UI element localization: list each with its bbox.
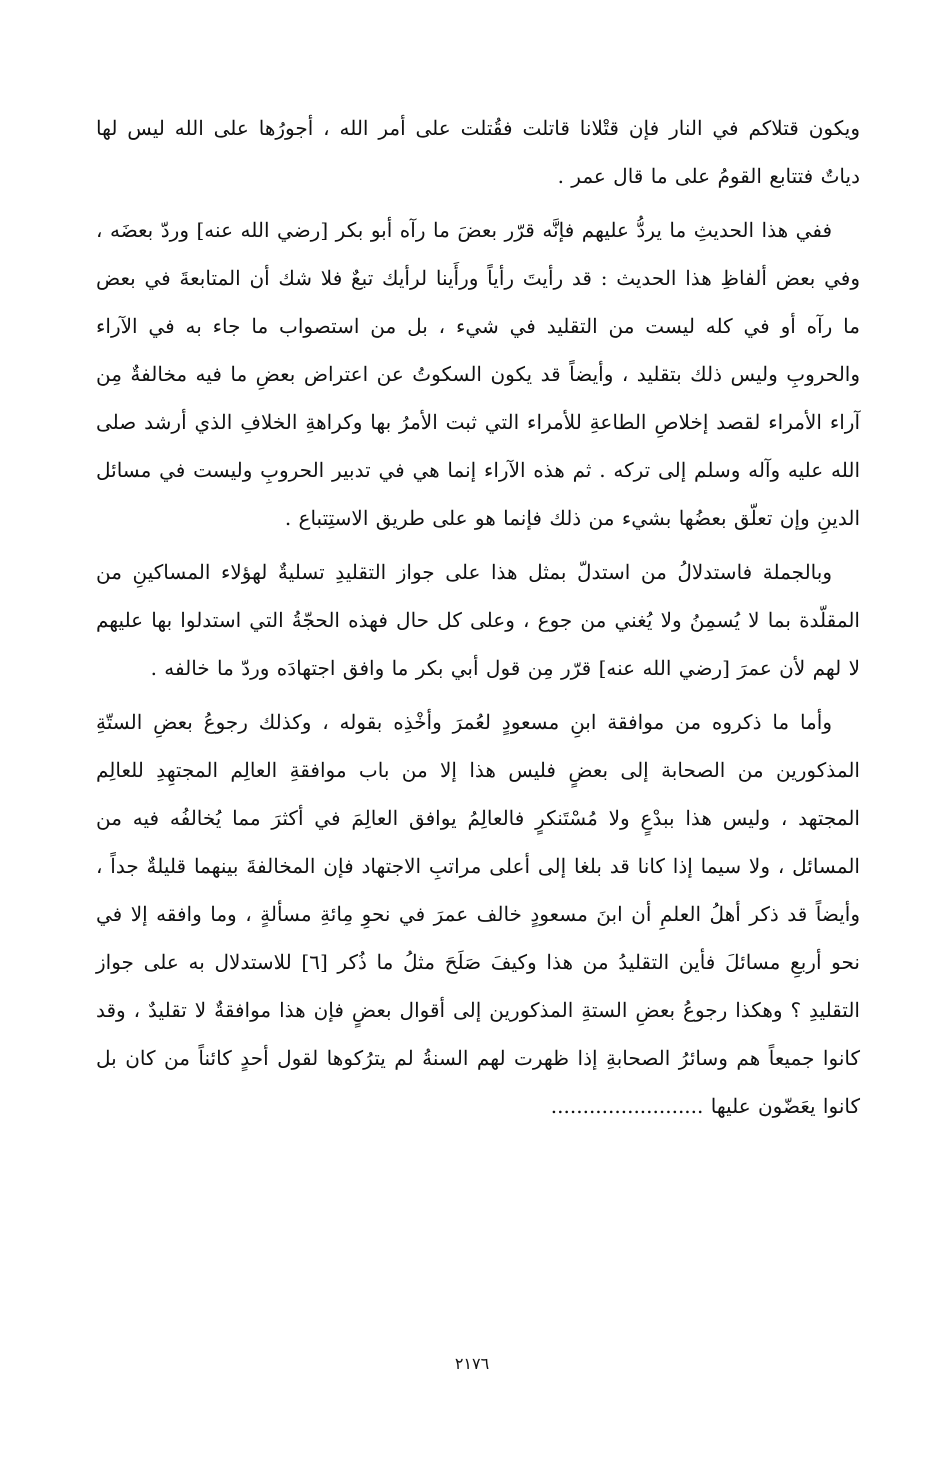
body-text: [96, 104, 860, 1130]
paragraph-1: ويكون قتلاكم في النار فإن قتْلانا قاتلت فقُتلت على أمر الله ، أجورُها على الله ليس لها دياتٌ فتتابع القومُ على ما قال عمر .: [96, 116, 860, 188]
paragraph-3: وبالجملة فاستدلالُ من استدلّ بمثل هذا على جواز التقليدِ تسليةٌ لهؤلاء المساكينِ من المقلّدة بما لا يُسمِنُ ولا يُغني من جوع ، وعلى كل حال فهذه الحجّةُ التي استدلوا بها عليهم لا لهم لأن عمرَ [رضي الله عنه] قرّر مِن قول أبي بكر ما وافق اجتهادَه وردّ ما خالفه .: [96, 560, 860, 680]
page-number: ٢١٧٦: [454, 1354, 490, 1373]
paragraph-2: ففي هذا الحديثِ ما يردُّ عليهم فإنَّه قرّر بعضَ ما رآه أبو بكر [رضي الله عنه] وردّ بعضَه ، وفي بعض ألفاظِ هذا الحديث : قد رأيتَ رأياً ورأَينا لرأيك تبعٌ فلا شك أن المتابعةَ في بعض ما رآه أو في كله ليست من التقليد في شيء ، بل من استصواب ما جاء به في الآراء والحروبِ وليس ذلك بتقليد ، وأيضاً قد يكون السكوتُ عن اعتراض بعضِ ما فيه مخالفةٌ مِن آراء الأمراء لقصد إخلاصِ الطاعةِ للأمراء التي ثبت الأمرُ بها وكراهةِ الخلافِ الذي أرشد صلى الله عليه وآله وسلم إلى تركه . ثم هذه الآراء إنما هي في تدبير الحروبِ وليست في مسائل الدينِ وإن تعلّق بعضُها بشيء من ذلك فإنما هو على طريق الاستِتباع .: [96, 218, 860, 530]
paragraph-4: وأما ما ذكروه من موافقة ابنِ مسعودٍ لعُمرَ وأخْذِه بقوله ، وكذلك رجوعُ بعضِ الستّةِ المذكورين من الصحابة إلى بعضٍ فليس هذا إلا من باب موافقةِ العالِم المجتهِدِ للعالِم المجتهد ، وليس هذا ببدْعٍ ولا مُسْتَنكرٍ فالعالِمُ يوافق العالِمَ في أكثرَ مما يُخالفُه فيه من المسائل ، ولا سيما إذا كانا قد بلغا إلى أعلى مراتبِ الاجتهاد فإن المخالفةَ بينهما قليلةٌ جداً ، وأيضاً قد ذكر أهلُ العلمِ أن ابنَ مسعودٍ خالف عمرَ في نحوِ مِائةِ مسألةٍ ، وما وافقه إلا في نحو أربعِ مسائلَ فأين التقليدُ من هذا وكيفَ صَلَحَ مثلُ ما ذُكر [٦] للاستدلال به على جواز التقليدِ ؟ وهكذا رجوعُ بعضِ الستةِ المذكورين إلى أقوال بعضٍ فإن هذا موافقةٌ لا تقليدٌ ، وقد كانوا جميعاً هم وسائرُ الصحابةِ إذا ظهرت لهم السنةُ لم يترُكوها لقول أحدٍ كائناً من كان بل كانوا يعَضّون عليها ........................: [96, 710, 860, 1118]
